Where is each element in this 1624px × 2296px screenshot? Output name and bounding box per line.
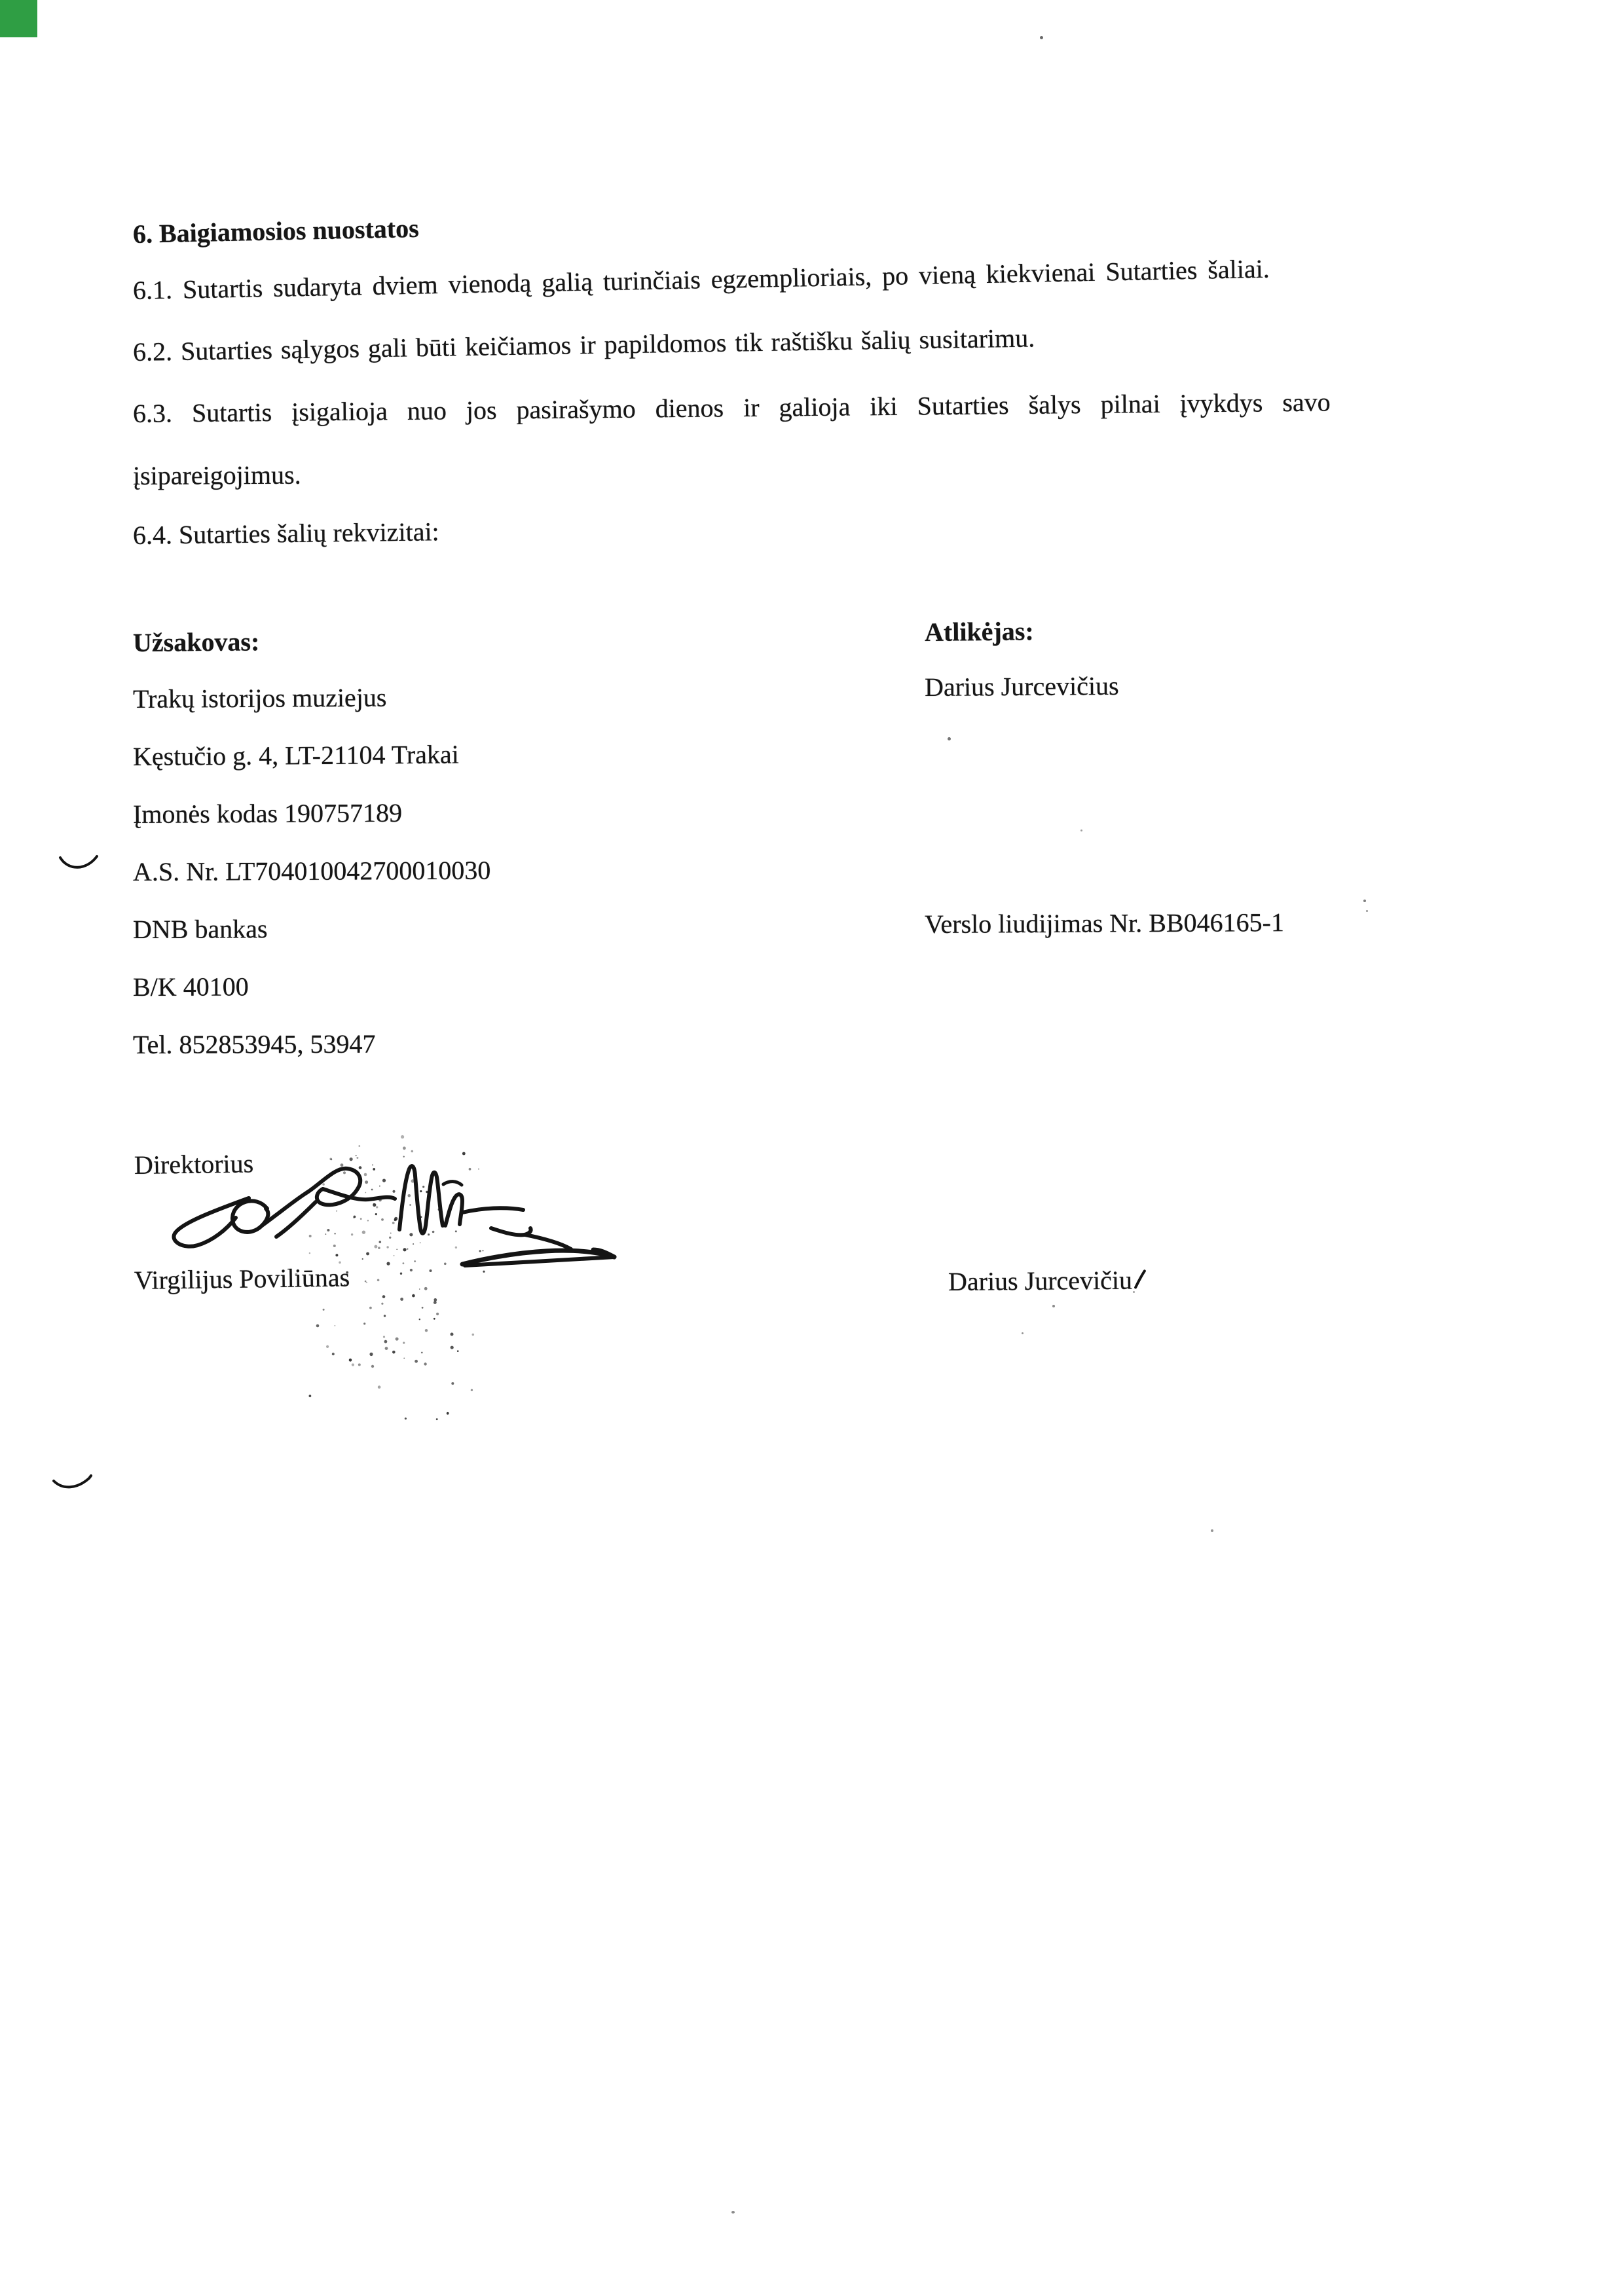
- contractor-signature-text: Darius Jurcevičiu: [948, 1265, 1133, 1296]
- scan-speck: [948, 737, 951, 740]
- signature-scrawl: [174, 1166, 614, 1266]
- signatory-title: Direktorius: [134, 1148, 254, 1180]
- client-heading: Užsakovas:: [132, 627, 260, 657]
- contractor-signature-name: [948, 1267, 1145, 1295]
- clause-6-3: 6.3. Sutartis įsigalioja nuo jos pasirašymo dienos ir galioja iki Sutarties šalys pilnai įvykdys savo: [132, 387, 1331, 428]
- contractor-certificate: Verslo liudijimas Nr. BB046165-1: [924, 907, 1284, 939]
- scan-speck: [1022, 1332, 1024, 1334]
- client-name: Trakų istorijos muziejus: [132, 682, 387, 714]
- margin-tick-icon: [58, 851, 100, 875]
- client-bank-code: B/K 40100: [132, 972, 249, 1002]
- client-bank: DNB bankas: [132, 914, 268, 944]
- clause-6-2: 6.2. Sutarties sąlygos gali būti keičiamos ir papildomos tik raštišku šalių susitarimu.: [132, 323, 1035, 367]
- scan-speck: [1052, 1305, 1055, 1307]
- clause-6-3-continuation: įsipareigojimus.: [132, 460, 301, 490]
- scan-speck: [1040, 36, 1043, 39]
- scan-speck: [1211, 1529, 1213, 1532]
- client-phone: Tel. 852853945, 53947: [132, 1029, 376, 1059]
- scan-speck: [731, 2211, 735, 2214]
- client-company-code: Įmonės kodas 190757189: [132, 797, 403, 829]
- clause-6-1: 6.1. Sutartis sudaryta dviem vienodą galią turinčiais egzemplioriais, po vieną kiekvienai Sutarties šaliai.: [132, 253, 1270, 305]
- scan-speck: [1133, 1291, 1135, 1293]
- margin-tick-icon: [51, 1472, 93, 1494]
- scan-speck: [1080, 829, 1082, 831]
- signatory-name: Virgilijus Poviliūnas: [134, 1262, 350, 1295]
- scan-speck: [1363, 900, 1366, 902]
- client-address: Kęstučio g. 4, LT-21104 Trakai: [132, 739, 459, 771]
- clause-6-4: 6.4. Sutarties šalių rekvizitai:: [132, 517, 439, 550]
- contractor-signature-tick: [1134, 1269, 1147, 1290]
- contractor-name: Darius Jurcevičius: [924, 670, 1119, 702]
- scan-artifact-square: [0, 0, 37, 37]
- section-heading: 6. Baigiamosios nuostatos: [132, 213, 420, 249]
- contractor-heading: Atlikėjas:: [924, 616, 1034, 647]
- client-account-number: A.S. Nr. LT704010042700010030: [132, 855, 491, 886]
- scan-speck: [1366, 910, 1368, 912]
